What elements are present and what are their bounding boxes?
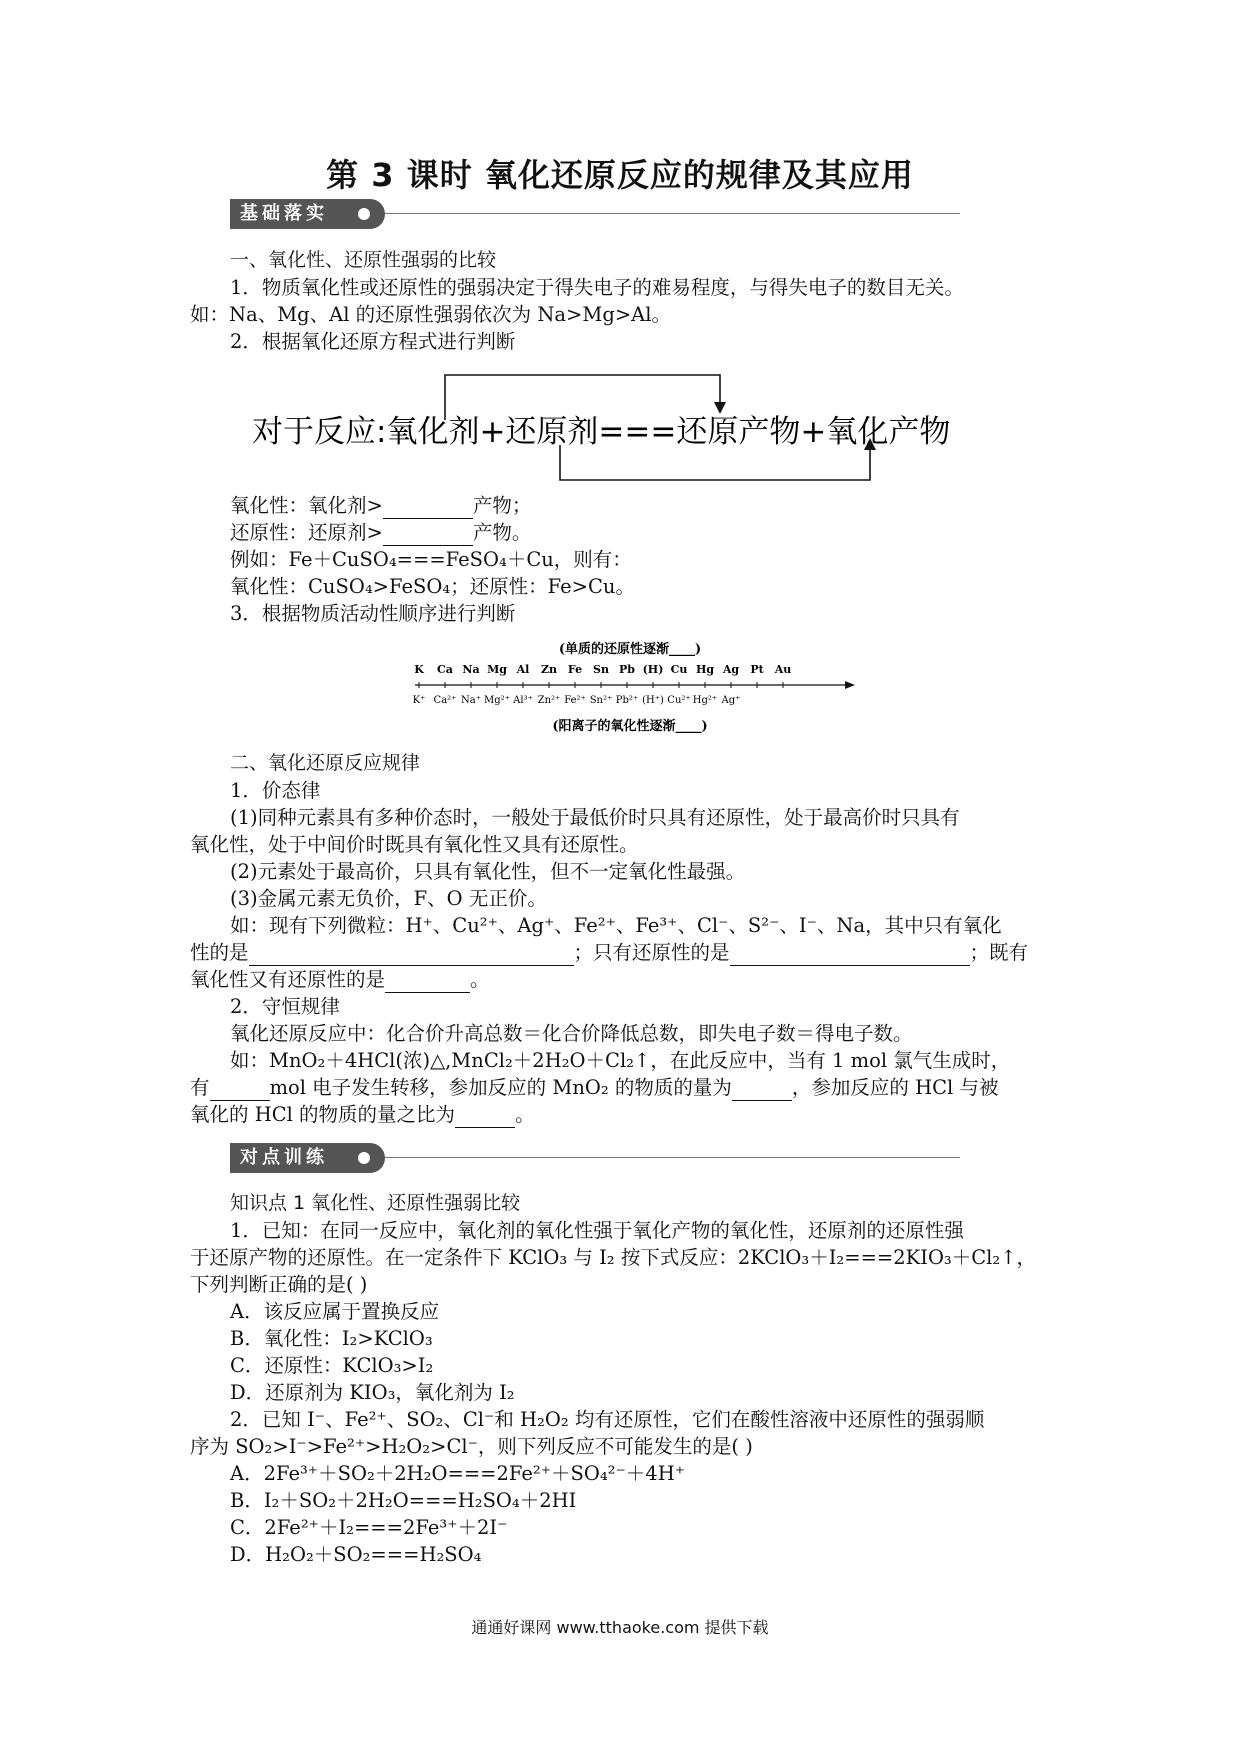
answer-blank[interactable]: [385, 973, 470, 993]
example-result: 氧化性：CuSO₄>FeSO₄；还原性：Fe>Cu。: [230, 575, 635, 598]
ion-symbol: K⁺: [412, 695, 426, 706]
bullet-icon: [358, 1152, 370, 1164]
fill-in-line: 氧化的 HCl 的物质的量之比为 。: [190, 1103, 535, 1126]
fill-in-line: 有 mol 电子发生转移，参加反应的 MnO₂ 的物质的量为 ，参加反应的 HCl 与被: [190, 1076, 999, 1099]
ion-symbol: Pb²⁺: [615, 695, 639, 706]
metal-symbol: Al: [516, 663, 530, 676]
reaction-text: 对于反应:氧化剂+还原剂===还原产物+氧化产物: [252, 414, 950, 450]
ion-row: [413, 695, 741, 706]
metal-symbol: Ca: [437, 663, 453, 676]
law-title: 2．守恒规律: [230, 995, 340, 1018]
ion-symbol: (H⁺): [642, 695, 664, 706]
ion-symbol: Sn²⁺: [589, 695, 613, 706]
heading-part1: 一、氧化性、还原性强弱的比较: [230, 249, 497, 271]
redox-arrow-diagram: [250, 370, 950, 485]
option-a[interactable]: A．该反应属于置换反应: [230, 1300, 440, 1323]
ion-symbol: Ag⁺: [721, 695, 741, 706]
question-text: 2．已知 I⁻、Fe²⁺、SO₂、Cl⁻和 H₂O₂ 均有还原性，它们在酸性溶液中还原性的强弱顺: [230, 1408, 985, 1431]
answer-blank[interactable]: [732, 1081, 792, 1101]
paragraph: 2．根据氧化还原方程式进行判断: [230, 330, 516, 353]
option-b[interactable]: B．氧化性：I₂>KClO₃: [230, 1327, 433, 1350]
section-label: 基础落实: [230, 199, 385, 229]
activity-bottom-label: (阳离子的氧化性逐渐____): [552, 719, 708, 734]
answer-blank[interactable]: [383, 526, 473, 546]
metal-symbol: K: [414, 663, 424, 676]
ion-symbol: Hg²⁺: [692, 695, 718, 706]
metal-symbol: Fe: [567, 663, 583, 676]
reducing-rule: 还原性：还原剂> 产物。: [230, 521, 532, 544]
divider: [385, 213, 960, 214]
ion-symbol: Al³⁺: [513, 695, 533, 706]
answer-blank[interactable]: [455, 1108, 515, 1128]
option-b[interactable]: B．I₂＋SO₂＋2H₂O===H₂SO₄＋2HI: [230, 1489, 577, 1512]
metal-symbol: Sn: [593, 663, 609, 676]
bullet-icon: [358, 208, 370, 220]
section-label: 对点训练: [230, 1143, 385, 1173]
question-text: 下列判断正确的是( ): [190, 1273, 368, 1296]
knowledge-point: 知识点 1 氧化性、还原性强弱比较: [230, 1192, 521, 1214]
activity-top-label: (单质的还原性逐渐____): [558, 642, 702, 657]
metal-symbol: Hg: [695, 663, 715, 676]
paragraph: 如：现有下列微粒：H⁺、Cu²⁺、Ag⁺、Fe²⁺、Fe³⁺、Cl⁻、S²⁻、I⁻、Na，其中只有氧化: [230, 914, 1002, 937]
option-d[interactable]: D．H₂O₂＋SO₂===H₂SO₄: [230, 1543, 482, 1566]
example-line: 例如：Fe＋CuSO₄===FeSO₄＋Cu，则有：: [230, 548, 632, 571]
paragraph: (1)同种元素具有多种价态时，一般处于最低价时只具有还原性，处于最高价时只具有: [230, 806, 960, 829]
question-text: 于还原产物的还原性。在一定条件下 KClO₃ 与 I₂ 按下式反应：2KClO₃＋I₂===2KIO₃＋Cl₂↑，: [190, 1246, 1037, 1269]
option-c[interactable]: C．2Fe²⁺＋I₂===2Fe³⁺＋2I⁻: [230, 1516, 508, 1539]
option-a[interactable]: A．2Fe³⁺＋SO₂＋2H₂O===2Fe²⁺＋SO₄²⁻＋4H⁺: [230, 1462, 685, 1485]
paragraph: 如：MnO₂＋4HCl(浓)△,MnCl₂＋2H₂O＋Cl₂↑，在此反应中，当有 1 mol 氯气生成时，: [230, 1049, 1011, 1072]
paragraph: 3．根据物质活动性顺序进行判断: [230, 602, 516, 625]
question-text: 1．已知：在同一反应中，氧化剂的氧化性强于氧化产物的氧化性，还原剂的还原性强: [230, 1219, 964, 1242]
heading-part2: 二、氧化还原反应规律: [230, 752, 421, 774]
ion-symbol: Ca²⁺: [433, 695, 457, 706]
fill-in-line: 氧化性又有还原性的是 。: [190, 968, 490, 991]
metal-symbol: Zn: [540, 663, 558, 676]
metal-symbol: (H): [642, 663, 664, 676]
answer-blank[interactable]: [730, 946, 970, 966]
paragraph: (2)元素处于最高价，只具有氧化性，但不一定氧化性最强。: [230, 860, 746, 883]
paragraph: (3)金属元素无负价，F、O 无正价。: [230, 887, 547, 910]
ion-symbol: Zn²⁺: [537, 695, 561, 706]
paragraph: 氧化还原反应中：化合价升高总数＝化合价降低总数，即失电子数＝得电子数。: [230, 1022, 913, 1045]
option-d[interactable]: D．还原剂为 KIO₃，氧化剂为 I₂: [230, 1381, 515, 1404]
arrow-icon: [845, 681, 855, 689]
metal-row: [414, 663, 791, 688]
metal-symbol: Au: [774, 663, 792, 676]
answer-blank[interactable]: [210, 1081, 270, 1101]
answer-blank[interactable]: [383, 499, 473, 519]
paragraph: 氧化性，处于中间价时既具有氧化性又具有还原性。: [190, 833, 639, 856]
ion-symbol: Na⁺: [461, 695, 481, 706]
activity-series-diagram: [405, 640, 855, 735]
metal-symbol: Mg: [487, 663, 507, 676]
law-title: 1．价态律: [230, 779, 321, 802]
paragraph: 如：Na、Mg、Al 的还原性强弱依次为 Na>Mg>Al。: [190, 303, 671, 326]
page-title: 第 3 课时 氧化还原反应的规律及其应用: [326, 156, 914, 194]
answer-blank[interactable]: [249, 946, 574, 966]
metal-symbol: Pt: [750, 663, 764, 676]
metal-symbol: Pb: [619, 663, 635, 676]
footer: 通通好课网 www.tthaoke.com 提供下载: [471, 1618, 769, 1637]
metal-symbol: Na: [462, 663, 480, 676]
metal-symbol: Ag: [722, 663, 740, 676]
ion-symbol: Mg²⁺: [484, 695, 510, 706]
metal-symbol: Cu: [670, 663, 688, 676]
oxidizing-rule: 氧化性：氧化剂> 产物；: [230, 494, 532, 517]
fill-in-line: 性的是 ；只有还原性的是 ；既有: [190, 941, 1029, 964]
paragraph: 1．物质氧化性或还原性的强弱决定于得失电子的难易程度，与得失电子的数目无关。: [230, 276, 964, 299]
divider: [385, 1157, 960, 1158]
option-c[interactable]: C．还原性：KClO₃>I₂: [230, 1354, 434, 1377]
ion-symbol: Cu²⁺: [667, 695, 691, 706]
question-text: 序为 SO₂>I⁻>Fe²⁺>H₂O₂>Cl⁻，则下列反应不可能发生的是( ): [190, 1435, 753, 1458]
ion-symbol: Fe²⁺: [564, 695, 586, 706]
